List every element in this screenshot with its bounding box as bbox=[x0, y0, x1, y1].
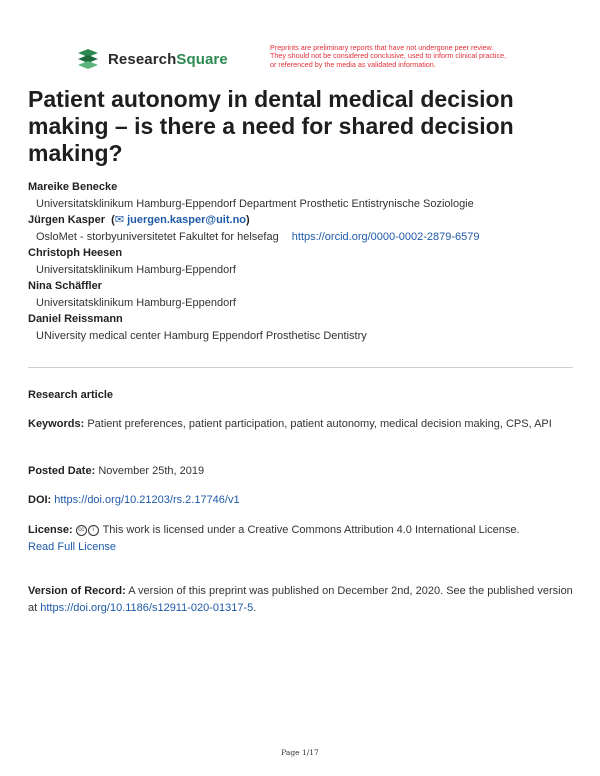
license: License: cc i This work is licensed under a Creative Commons Attribution 4.0 International License. Read Full License bbox=[28, 524, 520, 553]
cc-icon: cc bbox=[76, 525, 87, 536]
version-of-record: Version of Record: A version of this preprint was published on December 2nd, 2020. See the published version at https://doi.org/10.1186/s12911-020-01317-5. bbox=[28, 585, 573, 614]
author-email-link[interactable]: juergen.kasper@uit.no bbox=[127, 214, 247, 226]
email-icon: ✉ bbox=[114, 214, 125, 226]
author-name: Jürgen Kasper (✉ juergen.kasper@uit.no) bbox=[28, 214, 250, 226]
author-affiliation: Universitatsklinikum Hamburg-Eppendorf Department Prosthetic Entistrynische Soziologie bbox=[36, 198, 474, 210]
read-full-license-link[interactable]: Read Full License bbox=[28, 541, 117, 553]
doi: DOI: https://doi.org/10.21203/rs.2.17746/v1 bbox=[28, 494, 240, 506]
version-of-record-link[interactable]: https://doi.org/10.1186/s12911-020-01317-5 bbox=[40, 602, 254, 614]
author-affiliation: Universitatsklinikum Hamburg-Eppendorf bbox=[36, 264, 236, 276]
author-affiliation: OsloMet - storbyuniversitetet Fakultet for helsefag https://orcid.org/0000-0002-2879-6579 bbox=[36, 231, 480, 243]
orcid-link[interactable]: https://orcid.org/0000-0002-2879-6579 bbox=[291, 231, 480, 243]
author-name: Christoph Heesen bbox=[28, 247, 123, 259]
preprint-disclaimer: Preprints are preliminary reports that have not undergone peer review. They should not be considered conclusive, used to inform clinical practice, or referenced by the media as validated information. bbox=[270, 43, 507, 69]
posted-date: Posted Date: November 25th, 2019 bbox=[28, 465, 205, 477]
research-square-logo-icon bbox=[76, 48, 100, 70]
section-divider bbox=[28, 367, 573, 368]
keywords: Keywords: Patient preferences, patient participation, patient autonomy, medical decision making, CPS, API bbox=[28, 418, 552, 430]
author-name: Mareike Benecke bbox=[28, 181, 118, 193]
author-affiliation: UNiversity medical center Hamburg Eppendorf Prosthetisc Dentistry bbox=[36, 330, 367, 342]
doi-link[interactable]: https://doi.org/10.21203/rs.2.17746/v1 bbox=[54, 494, 240, 506]
article-type: Research article bbox=[28, 389, 113, 401]
page-number: Page 1/17 bbox=[281, 748, 319, 757]
by-icon: i bbox=[88, 525, 99, 536]
research-square-logo[interactable] bbox=[76, 48, 228, 70]
logo-text: ResearchSquare bbox=[108, 50, 228, 68]
paper-title: Patient autonomy in dental medical decision making – is there a need for shared decision making? bbox=[28, 86, 514, 166]
author-name: Nina Schäffler bbox=[28, 280, 102, 292]
author-list bbox=[28, 180, 588, 345]
author-name: Daniel Reissmann bbox=[28, 313, 123, 325]
author-affiliation: Universitatsklinikum Hamburg-Eppendorf bbox=[36, 297, 236, 309]
